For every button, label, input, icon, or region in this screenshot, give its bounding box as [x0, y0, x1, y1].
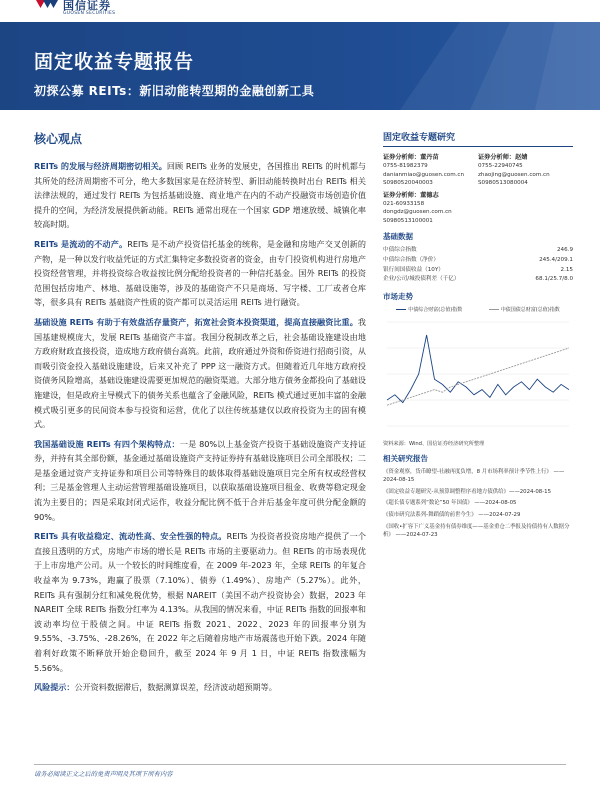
page-title: 固定收益专题报告 [34, 51, 195, 73]
table-row [383, 275, 573, 285]
legend-label: 中债综合财富(总值)指数 [408, 307, 463, 314]
paragraph-lead: REITs 的发展与经济周期密切相关。 [34, 161, 167, 171]
base-data-table [383, 246, 573, 284]
chart-series-line-1 [387, 335, 569, 403]
paragraph [34, 315, 366, 432]
table-row [383, 246, 573, 256]
data-label: 银行间国债收益（10Y） [383, 266, 444, 273]
analyst-phone: 021-60933158 [383, 201, 425, 208]
analyst-cert: S0980520040003 [383, 180, 433, 187]
paragraph [34, 529, 366, 675]
paragraph-lead: 风险提示： [34, 682, 75, 693]
core-view-section [34, 130, 366, 700]
data-label: 企业/公司/城投债利差（千亿） [383, 276, 460, 283]
legend-swatch [489, 309, 499, 310]
paragraph [34, 159, 366, 232]
legend-item [396, 306, 462, 313]
related-report-link[interactable]: 《超长债专题系列“数论”50 年国债》 ——2024-08-05 [383, 500, 517, 507]
chart-legend [383, 306, 573, 314]
analyst-card [383, 154, 478, 188]
analyst-cert: S0980513100001 [383, 217, 433, 224]
paragraph-text: 回顾 REITs 业务的发展史，各国推出 REITs 的时机都与其所处的经济周期密不可分，绝大多数国家是在经济转型、新旧动能转换时出台 REITs 相关法律法规的，通过发行 REITs 为包括基础设施、商业地产在内的不动产投融资市场创造价值提升的空间，为经济发展提供新动能。REITs 通常出现在一个国家 GDP 增速放缓、城镇化率较高时期。 [34, 161, 367, 230]
legend-label: 中债国债总财富(总值)指数 [500, 307, 560, 314]
paragraph [34, 237, 366, 310]
paragraph [34, 680, 366, 695]
data-value: 2.15 [560, 266, 573, 273]
paragraph-lead: 我国基础设施 REITs 有四个架构特点： [34, 438, 180, 449]
paragraph-lead: REITs 是流动的不动产。 [34, 238, 128, 249]
related-reports-list [383, 468, 573, 540]
data-value: 245.4/209.1 [539, 256, 573, 263]
analyst-name: 赵婧 [515, 154, 528, 161]
trend-chart-svg [383, 316, 573, 436]
logo-cn: 国信证券 [63, 0, 111, 12]
paragraph-lead: 基础设施 REITs 有助于有效盘活存量资产，拓宽社会资本投资渠道，提高直接融资比重。 [34, 316, 358, 327]
legend-item [489, 306, 560, 313]
logo-en: GUOSEN SECURITIES [63, 11, 116, 16]
paragraph-text: REITs 为投资者投资房地产提供了一个直接且透明的方式，房地产市场的增长是 REITs 市场的主要驱动力。但 REITs 的市场表现优于上市房地产公司。从一个较长的时间维度看，在 2009 年-2023 年，全球 REITs 的年复合收益率为 9.73%，跑赢了股票（7.10%）、债券（1.49%）、房地产（5.27%）。此外，REITs 具有强制分红和减免税优势，根据 NAREIT（美国不动产投资协会）数据，2023 年 NAREIT 全球 REITs 指数分红率为 4.13%。从我国的情况来看，中证 REITs 指数的回报率和波动率均位于股债之间。中证 REITs 指数 2021、2022、2023 年的回报率分别为 9.55%、-3.75%、-28.26%，在 2022 年之后随着房地产市场震荡也开始下跌。2024 年随着利好政策不断释放开始企稳回升，截至 2024 年 9 月 1 日，中证 REITs 指数涨幅为 5.56%。 [34, 531, 366, 673]
legend-swatch [396, 309, 406, 310]
table-row [383, 265, 573, 275]
data-value: 68.1/25.7/8.0 [535, 276, 573, 283]
paragraph-text: 我国基建规模庞大，发展 REITs 基础资产丰富。我国分税制改革之后，社会基础设施建设由地方政府财政直接投资，造成地方政府债台高筑。此前，政府通过外资和侨资进行招商引资，从而吸引资金投入基础设施建设，后来又补充了 PPP 这一融资方式。但随着近几年地方政府投资债务风险增高，基础设施建设需要更加规范的融资渠道。大部分地方债务金都投向了基础设施建设，但是政府主导模式下的债务关系也蕴含了金融风险，REITs 模式通过更加丰富的金融模式吸引更多的民间资本参与投资和运营，优化了以往传统基建仅以政府投资为主的固有模式。 [34, 316, 366, 430]
paragraph-lead: REITs 具有收益稳定、流动性高、安全性强的特点。 [34, 531, 227, 542]
report-banner [0, 22, 600, 110]
analyst-phone: 0755-22940745 [478, 163, 523, 170]
sidebar-title: 固定收益专题研究 [383, 130, 573, 147]
chart-source: 资料来源：Wind、国信证券经济研究所整理 [383, 440, 485, 447]
data-value: 246.9 [556, 247, 573, 254]
data-label: 中债综合指数（净价） [383, 256, 439, 263]
analyst-role: 证券分析师： [478, 154, 516, 161]
banner-decoration [340, 22, 600, 110]
analyst-name: 董丹苗 [420, 154, 439, 161]
analyst-cert: S0980513080004 [478, 180, 528, 187]
chart-series-line-2 [387, 348, 569, 405]
page-subtitle: 初探公募 REITs：新旧动能转型期的金融创新工具 [34, 84, 315, 98]
table-row [383, 256, 573, 266]
data-label: 中债综合指数 [383, 247, 417, 254]
analyst-email[interactable]: danianmiao@guosen.com.cn [383, 171, 465, 178]
footer-disclaimer: 请务必阅读正文之后的免责声明及其项下所有内容 [34, 764, 566, 778]
market-trend-title: 市场走势 [383, 291, 413, 301]
analyst-card [478, 154, 573, 188]
related-report-link[interactable]: 《国收•扩容下广义基金持有债券维度——基金重仓二季报及持债持有人数据分析》 ——2024-07-23 [383, 523, 570, 539]
base-data-title: 基础数据 [383, 232, 413, 242]
analyst-name: 董德志 [420, 191, 439, 199]
paragraph-text: REITs 是不动产投资信托基金的统称，是金融和房地产交叉创新的产物，是一种以发行收益凭证的方式汇集特定多数投资者的资金，由专门投资机构进行房地产投资经营管理，并将投资综合收益按比例分配给投资者的一种信托基金。国外 REITs 的投资范围包括房地产、林地、基础设施等，涉及的基础资产不只是商场、写字楼、工厂或者仓库等，很多具有 REITs 基础资产性质的资产都可以灵活运用 REITs 进行融资。 [34, 238, 366, 308]
analyst-role: 证券分析师： [383, 191, 421, 199]
related-report-link[interactable]: 《资金观察，货币瞭望-社融再度负增，8 月市场利率预计季节性上行》 ——2024-08-15 [383, 468, 565, 484]
paragraph [34, 437, 366, 525]
guosen-logo-icon [36, 0, 58, 14]
analyst-card [383, 192, 573, 226]
sidebar [383, 130, 573, 543]
analyst-role: 证券分析师： [383, 154, 421, 161]
related-reports-title: 相关研究报告 [383, 453, 428, 463]
analyst-phone: 0755-81982379 [383, 163, 428, 170]
related-report-link[interactable]: 《固定收益专题研究-从预算调整程序看地方债供给》——2024-08-15 [383, 488, 552, 495]
core-view-title: 核心观点 [34, 132, 83, 146]
market-trend-chart [383, 316, 573, 436]
paragraph-text: 公开资料数据滞后，数据测算误差，经济波动超预期等。 [74, 682, 277, 693]
analyst-email[interactable]: dongdz@guosen.com.cn [383, 209, 452, 216]
top-bar [0, 0, 600, 22]
company-logo [36, 0, 115, 17]
analyst-email[interactable]: zhaojing@guosen.com.cn [478, 171, 550, 178]
related-report-link[interactable]: 《债市研究法系列-舞蹈债的前世今生》 ——2024-07-29 [383, 512, 521, 518]
paragraph-text: 一是 80%以上基金资产投资于基础设施资产支持证券，并持有其全部份额，基金通过基础设施资产支持证券持有基础设施项目公司全部股权；二是基金通过资产支持证券和项目公司等特殊目的载体取得基础设施项目完全所有权或经营权利；三是基金管理人主动运营管理基础设施项目，以获取基础设施项目租金、收费等稳定现金流为主要目的；四是采取封闭式运作，收益分配比例不低于合并后基金年度可供分配金额的 90%。 [34, 438, 366, 522]
analyst-list [383, 154, 573, 188]
